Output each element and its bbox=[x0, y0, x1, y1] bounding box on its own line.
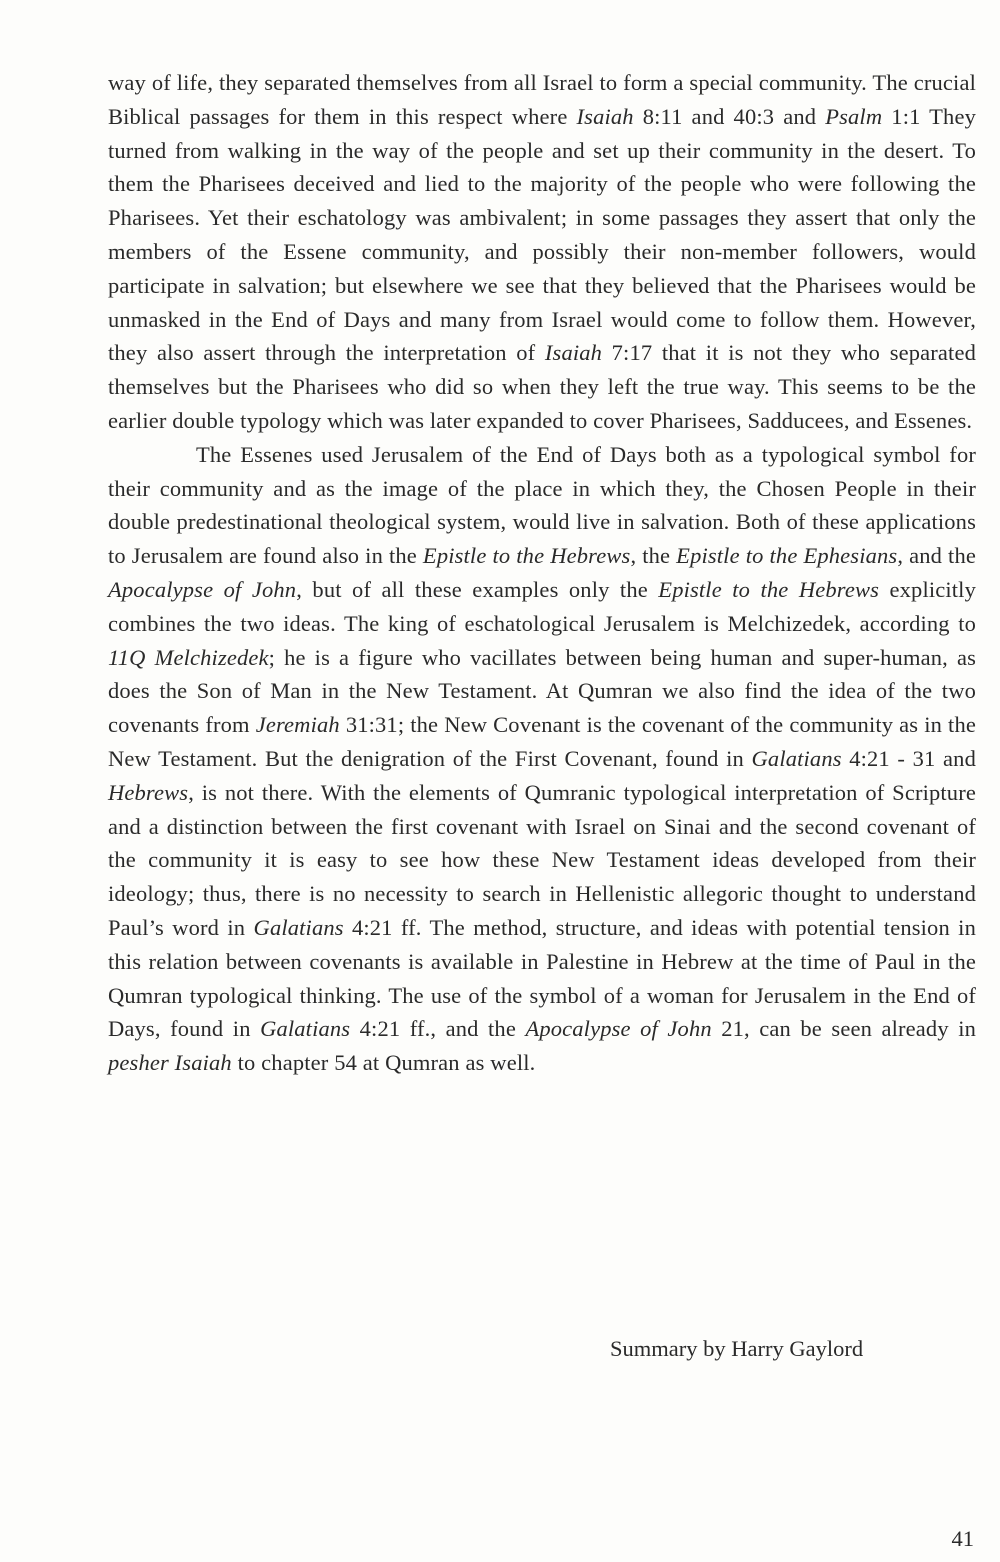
text-run: way of life, they separated themselves from all Israel to form a special community. The crucial Biblical passages for them in this respect where bbox=[108, 70, 976, 129]
text-run: , and the bbox=[897, 543, 976, 569]
italic-title: pesher Isaiah bbox=[108, 1050, 232, 1076]
italic-title: Epistle to the Hebrews bbox=[658, 576, 880, 602]
text-run: 8:11 and 40:3 and bbox=[633, 103, 826, 129]
italic-title: Isaiah bbox=[544, 340, 603, 366]
italic-title: Epistle to the Hebrews bbox=[422, 543, 631, 569]
italic-title: Psalm bbox=[825, 103, 883, 129]
text-run: 1:1 They turned from walking in the way of the people and set up their community in the desert. To them the Pharisees deceived and lied to the majority of the people who were following the Pharisees. Yet their eschatology was ambivalent; in some passages they assert that only the members of the Essene community, and possibly their non-member followers, would participate in salvation; but elsewhere we see that they believed that the Pharisees would be unmasked in the End of Days and many from Israel would come to follow them. However, they also assert through the interpretation of bbox=[108, 103, 976, 366]
italic-title: Galatians bbox=[260, 1016, 351, 1042]
text-run: , is not there. With the elements of Qumranic typological interpretation of Scripture and a distinction between the first covenant with Israel on Sinai and the second covenant of the community it is easy to see how these New Testament ideas developed from their ideology; thus, there is no necessity to search in Hellenistic allegoric thought to understand Paul’s word in bbox=[108, 779, 976, 940]
text-run: The Essenes used Jerusalem of the End of Days both as a typological symbol for their community and as the image of the place in which they, the Chosen People in their double predestinational theological system, would live in salvation. Both of these applications to Jerusalem are found also in the bbox=[108, 441, 976, 569]
italic-title: Hebrews bbox=[108, 779, 189, 805]
italic-title: Jeremiah bbox=[255, 712, 340, 738]
text-run: 7:17 that it is not they who separated themselves but the Pharisees who did so when they left the true way. This seems to be the earlier double typology which was later expanded to cover Pharisees, Sadducees, and Essenes. bbox=[108, 340, 976, 433]
page-number: 41 bbox=[951, 1526, 974, 1551]
summary-attribution: Summary by Harry Gaylord bbox=[610, 1336, 864, 1361]
body-text bbox=[108, 66, 976, 1080]
italic-title: Isaiah bbox=[576, 103, 634, 129]
italic-title: Galatians bbox=[751, 745, 842, 771]
text-run: ; he is a figure who vacillates between being human and super-human, as does the Son of Man in the New Testament. At Qumran we also find the idea of the two covenants from bbox=[108, 644, 976, 738]
text-run: 31:31; the New Covenant is the covenant of the community as in the New Testament. But the denigration of the First Covenant, found in bbox=[108, 712, 976, 771]
text-run: , but of all these examples only the bbox=[296, 576, 659, 602]
paragraph bbox=[108, 438, 976, 1080]
text-run: to chapter 54 at Qumran as well. bbox=[231, 1050, 536, 1076]
text-run: 21, can be seen already in bbox=[711, 1016, 976, 1042]
text-run: explicitly combines the two ideas. The king of eschatological Jerusalem is Melchizedek, according to bbox=[108, 576, 976, 636]
italic-title: Epistle to the Ephesians bbox=[676, 543, 898, 569]
text-run: 4:21 ff., and the bbox=[350, 1016, 526, 1042]
text-run: , the bbox=[630, 543, 677, 569]
italic-title: Apocalypse of John bbox=[108, 576, 297, 602]
text-run: 4:21 ff. The method, structure, and ideas with potential tension in this relation between covenants is available in Palestine in Hebrew at the time of Paul in the Qumran typological thinking. The use of the symbol of a woman for Jerusalem in the End of Days, found in bbox=[108, 914, 976, 1042]
text-run: 4:21 - 31 and bbox=[841, 745, 976, 771]
paragraph bbox=[108, 66, 976, 438]
italic-title: 11Q Melchizedek bbox=[108, 644, 269, 670]
italic-title: Apocalypse of John bbox=[525, 1016, 712, 1042]
italic-title: Galatians bbox=[253, 914, 344, 940]
